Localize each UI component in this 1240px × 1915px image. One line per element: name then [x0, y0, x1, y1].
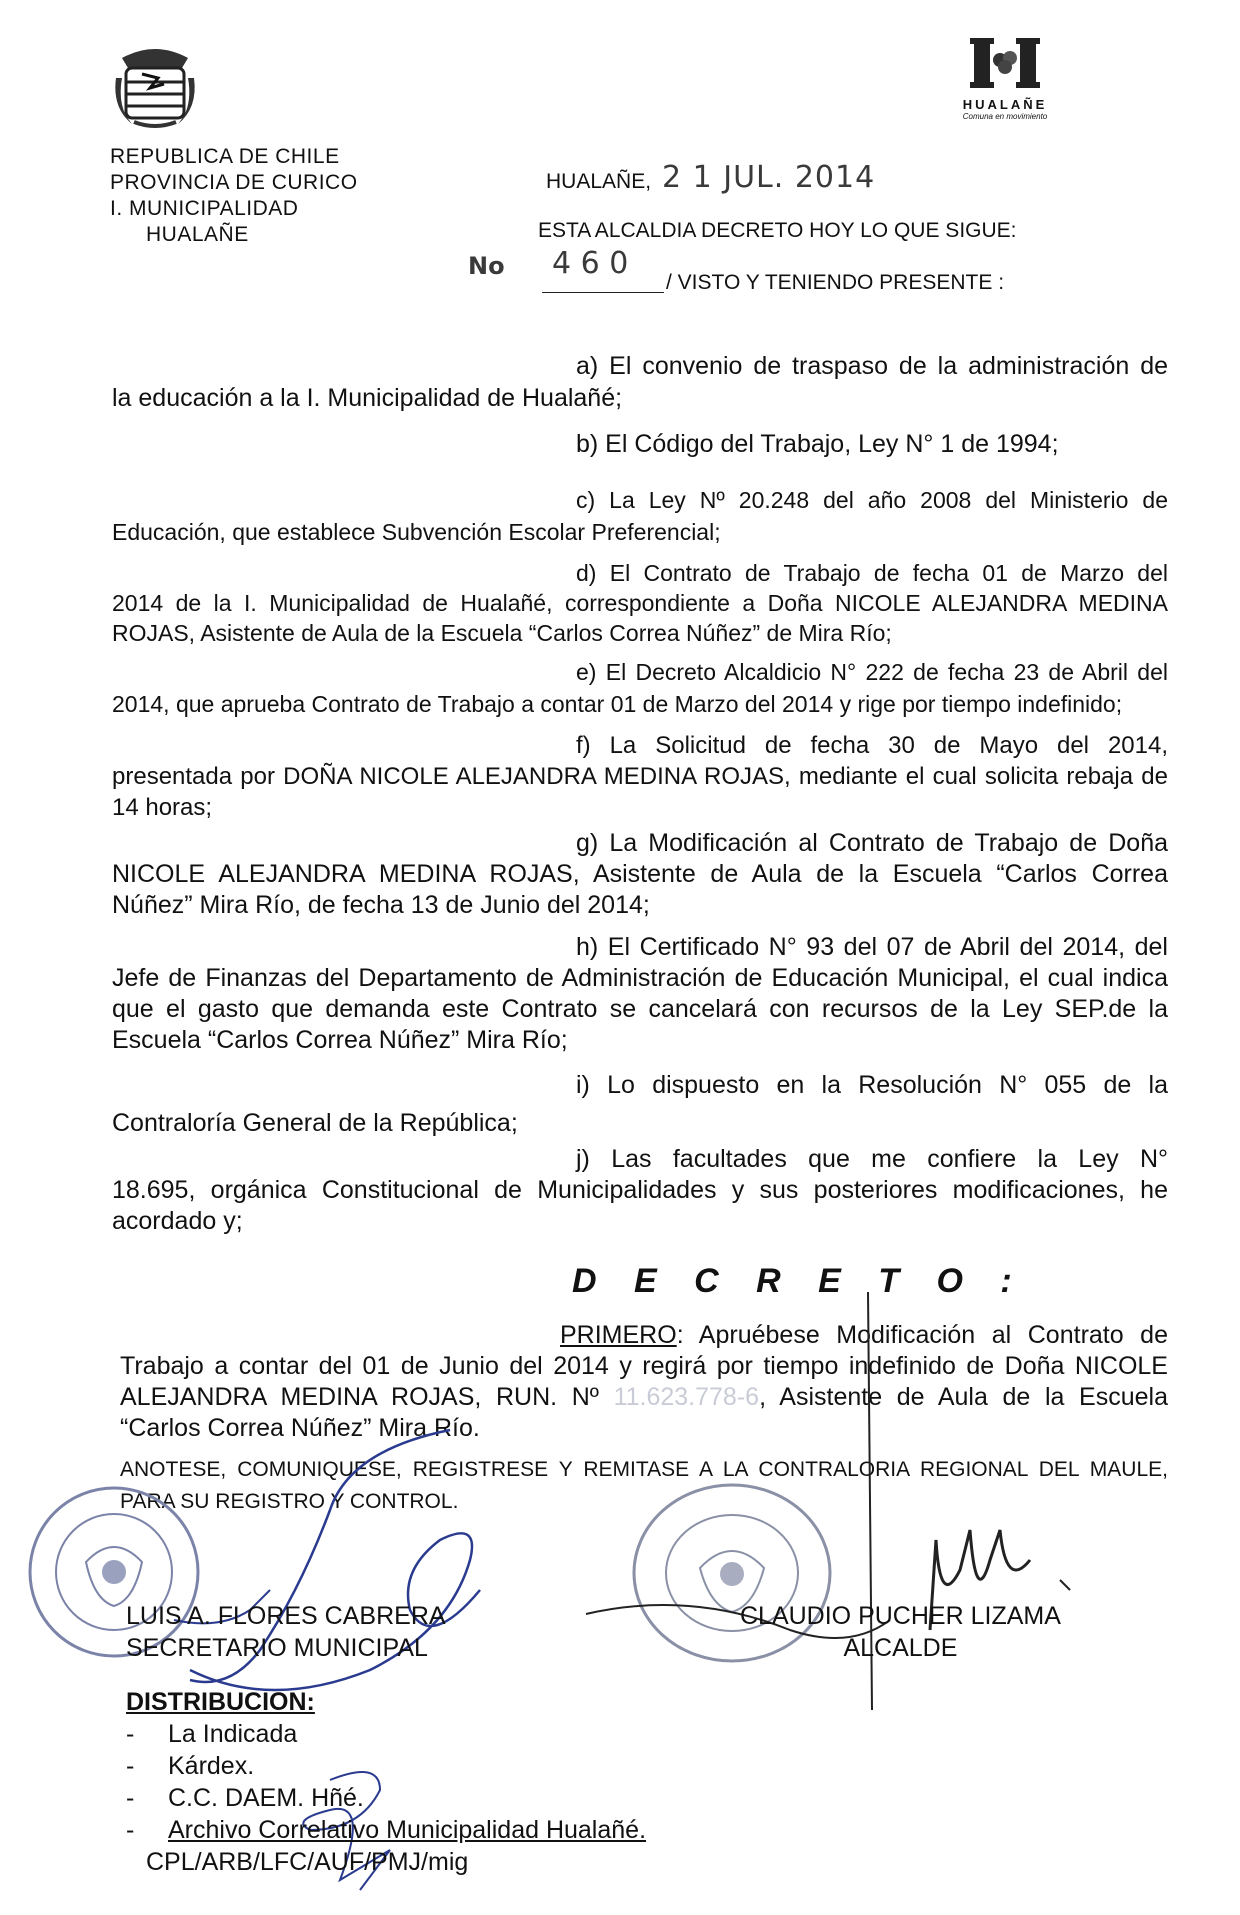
visto-d-first: d) El Contrato de Trabajo de fecha 01 de Marzo del — [576, 560, 1168, 586]
visto-a-rest: la educación a la I. Municipalidad de Hualañé; — [112, 384, 623, 412]
date-stamp: 2 1 JUL. 2014 — [662, 160, 876, 195]
visto-d — [112, 558, 1168, 648]
visto-e-first: e) El Decreto Alcaldicio N° 222 de fecha 23 de Abril del — [576, 659, 1168, 685]
visto-i-first: i) Lo dispuesto en la Resolución N° 055 de la — [576, 1071, 1168, 1099]
hualane-logo-text: HUALAÑE — [962, 97, 1048, 112]
primero-body-after: , Asistente de Aula de la Escuela “Carlos Correa Núñez” Mira Río. — [120, 1383, 1168, 1442]
list-item: - La Indicada — [126, 1718, 826, 1750]
visto-h-first: h) El Certificado N° 93 del 07 de Abril del 2014, del — [576, 933, 1168, 961]
visto-g — [112, 828, 1168, 921]
visto-j-first: j) Las facultades que me confiere la Ley N° — [576, 1145, 1168, 1173]
initials-line: CPL/ARB/LFC/AUF/PMJ/mig — [146, 1848, 469, 1876]
visto-g-first: g) La Modificación al Contrato de Trabajo de Doña — [576, 829, 1168, 857]
visto-a-first: a) El convenio de traspaso de la administración de — [576, 352, 1168, 380]
distribution-title: DISTRIBUCION: — [126, 1688, 315, 1716]
primero-label: PRIMERO — [560, 1321, 677, 1349]
visto-c — [112, 484, 1168, 548]
header-line: I. MUNICIPALIDAD — [110, 197, 299, 220]
visto-i — [112, 1066, 1168, 1142]
place-label: HUALAÑE, — [546, 170, 652, 193]
number-underline — [542, 292, 664, 293]
coat-of-arms-logo — [112, 38, 198, 130]
visto-d-rest: 2014 de la I. Municipalidad de Hualañé, correspondiente a Doña NICOLE ALEJANDRA MEDINA ROJAS, Asistente de Aula de la Escuela “Carlos Correa Núñez” de Mira Río; — [112, 590, 1168, 646]
visto-h — [112, 932, 1168, 1056]
visto-h-rest: Jefe de Finanzas del Departamento de Administración de Educación Municipal, el cual indica que el gasto que demanda este Contrato se cancelará con recursos de la Ley SEP.de la Escuela “Carlos Correa Núñez” Mira Río; — [112, 964, 1168, 1054]
distribution-block — [126, 1686, 826, 1878]
visto-e — [112, 656, 1168, 720]
header-line: REPUBLICA DE CHILE — [110, 145, 340, 168]
anotese-clause: ANOTESE, COMUNIQUESE, REGISTRESE Y REMITASE A LA CONTRALORIA REGIONAL DEL MAULE, PARA SU REGISTRO Y CONTROL. — [120, 1458, 1168, 1513]
decree-number-label: No — [468, 252, 505, 280]
alcalde-signature-block — [740, 1600, 1061, 1664]
decree-number-value: 4 6 0 — [552, 246, 629, 281]
hualane-h-mark-icon — [970, 36, 1040, 90]
visto-a — [112, 350, 1168, 414]
decreto-title: D E C R E T O : — [572, 1262, 1026, 1300]
visto-f — [112, 730, 1168, 823]
primero-body-before: Trabajo a contar del 01 de Junio del 2014 y regirá por tiempo indefinido de Doña NICOLE ALEJANDRA MEDINA ROJAS, RUN. Nº — [120, 1352, 1168, 1411]
visto-f-first: f) La Solicitud de fecha 30 de Mayo del 2014, — [576, 732, 1168, 759]
visto-c-first: c) La Ley Nº 20.248 del año 2008 del Ministerio de — [576, 487, 1168, 513]
decree-line: ESTA ALCALDIA DECRETO HOY LO QUE SIGUE: — [538, 219, 1017, 242]
secretario-title: SECRETARIO MUNICIPAL — [126, 1634, 428, 1662]
visto-c-rest: Educación, que establece Subvención Escolar Preferencial; — [112, 519, 721, 545]
list-item: - C.C. DAEM. Hñé. — [126, 1782, 826, 1814]
secretario-name: LUIS A. FLORES CABRERA — [126, 1602, 446, 1630]
visto-j-rest: 18.695, orgánica Constitucional de Municipalidades y sus posteriores modificaciones, he acordado y; — [112, 1176, 1168, 1235]
visto-f-rest: presentada por DOÑA NICOLE ALEJANDRA MEDINA ROJAS, mediante el cual solicita rebaja de 14 horas; — [112, 763, 1168, 821]
hualane-logo — [952, 36, 1058, 128]
visto-b-first: b) El Código del Trabajo, Ley N° 1 de 1994; — [576, 430, 1059, 458]
header-line: HUALAÑE — [146, 223, 249, 246]
alcalde-title: ALCALDE — [843, 1634, 958, 1662]
secretario-signature-block — [126, 1600, 446, 1664]
list-item: - Kárdex. — [126, 1750, 826, 1782]
visto-g-rest: NICOLE ALEJANDRA MEDINA ROJAS, Asistente de Aula de la Escuela “Carlos Correa Núñez” Mira Río, de fecha 13 de Junio del 2014; — [112, 860, 1168, 919]
primero-first-rest: : Apruébese Modificación al Contrato de — [676, 1321, 1168, 1349]
distribution-list — [126, 1718, 826, 1846]
visto-j — [112, 1144, 1168, 1237]
header-line: PROVINCIA DE CURICO — [110, 171, 358, 194]
visto-b — [576, 428, 1168, 460]
institution-header — [110, 144, 410, 248]
visto-line: / VISTO Y TENIENDO PRESENTE : — [666, 271, 1005, 294]
visto-i-rest: Contraloría General de la República; — [112, 1109, 518, 1137]
alcalde-name: CLAUDIO PUCHER LIZAMA — [740, 1602, 1061, 1630]
visto-e-rest: 2014, que aprueba Contrato de Trabajo a contar 01 de Marzo del 2014 y rige por tiempo indefinido; — [112, 691, 1123, 717]
run-number: 11.623.778-6 — [613, 1383, 760, 1411]
list-item: - Archivo Correlativo Municipalidad Hualañé. — [126, 1814, 826, 1846]
hualane-logo-tagline: Comuna en movimiento — [962, 112, 1048, 121]
